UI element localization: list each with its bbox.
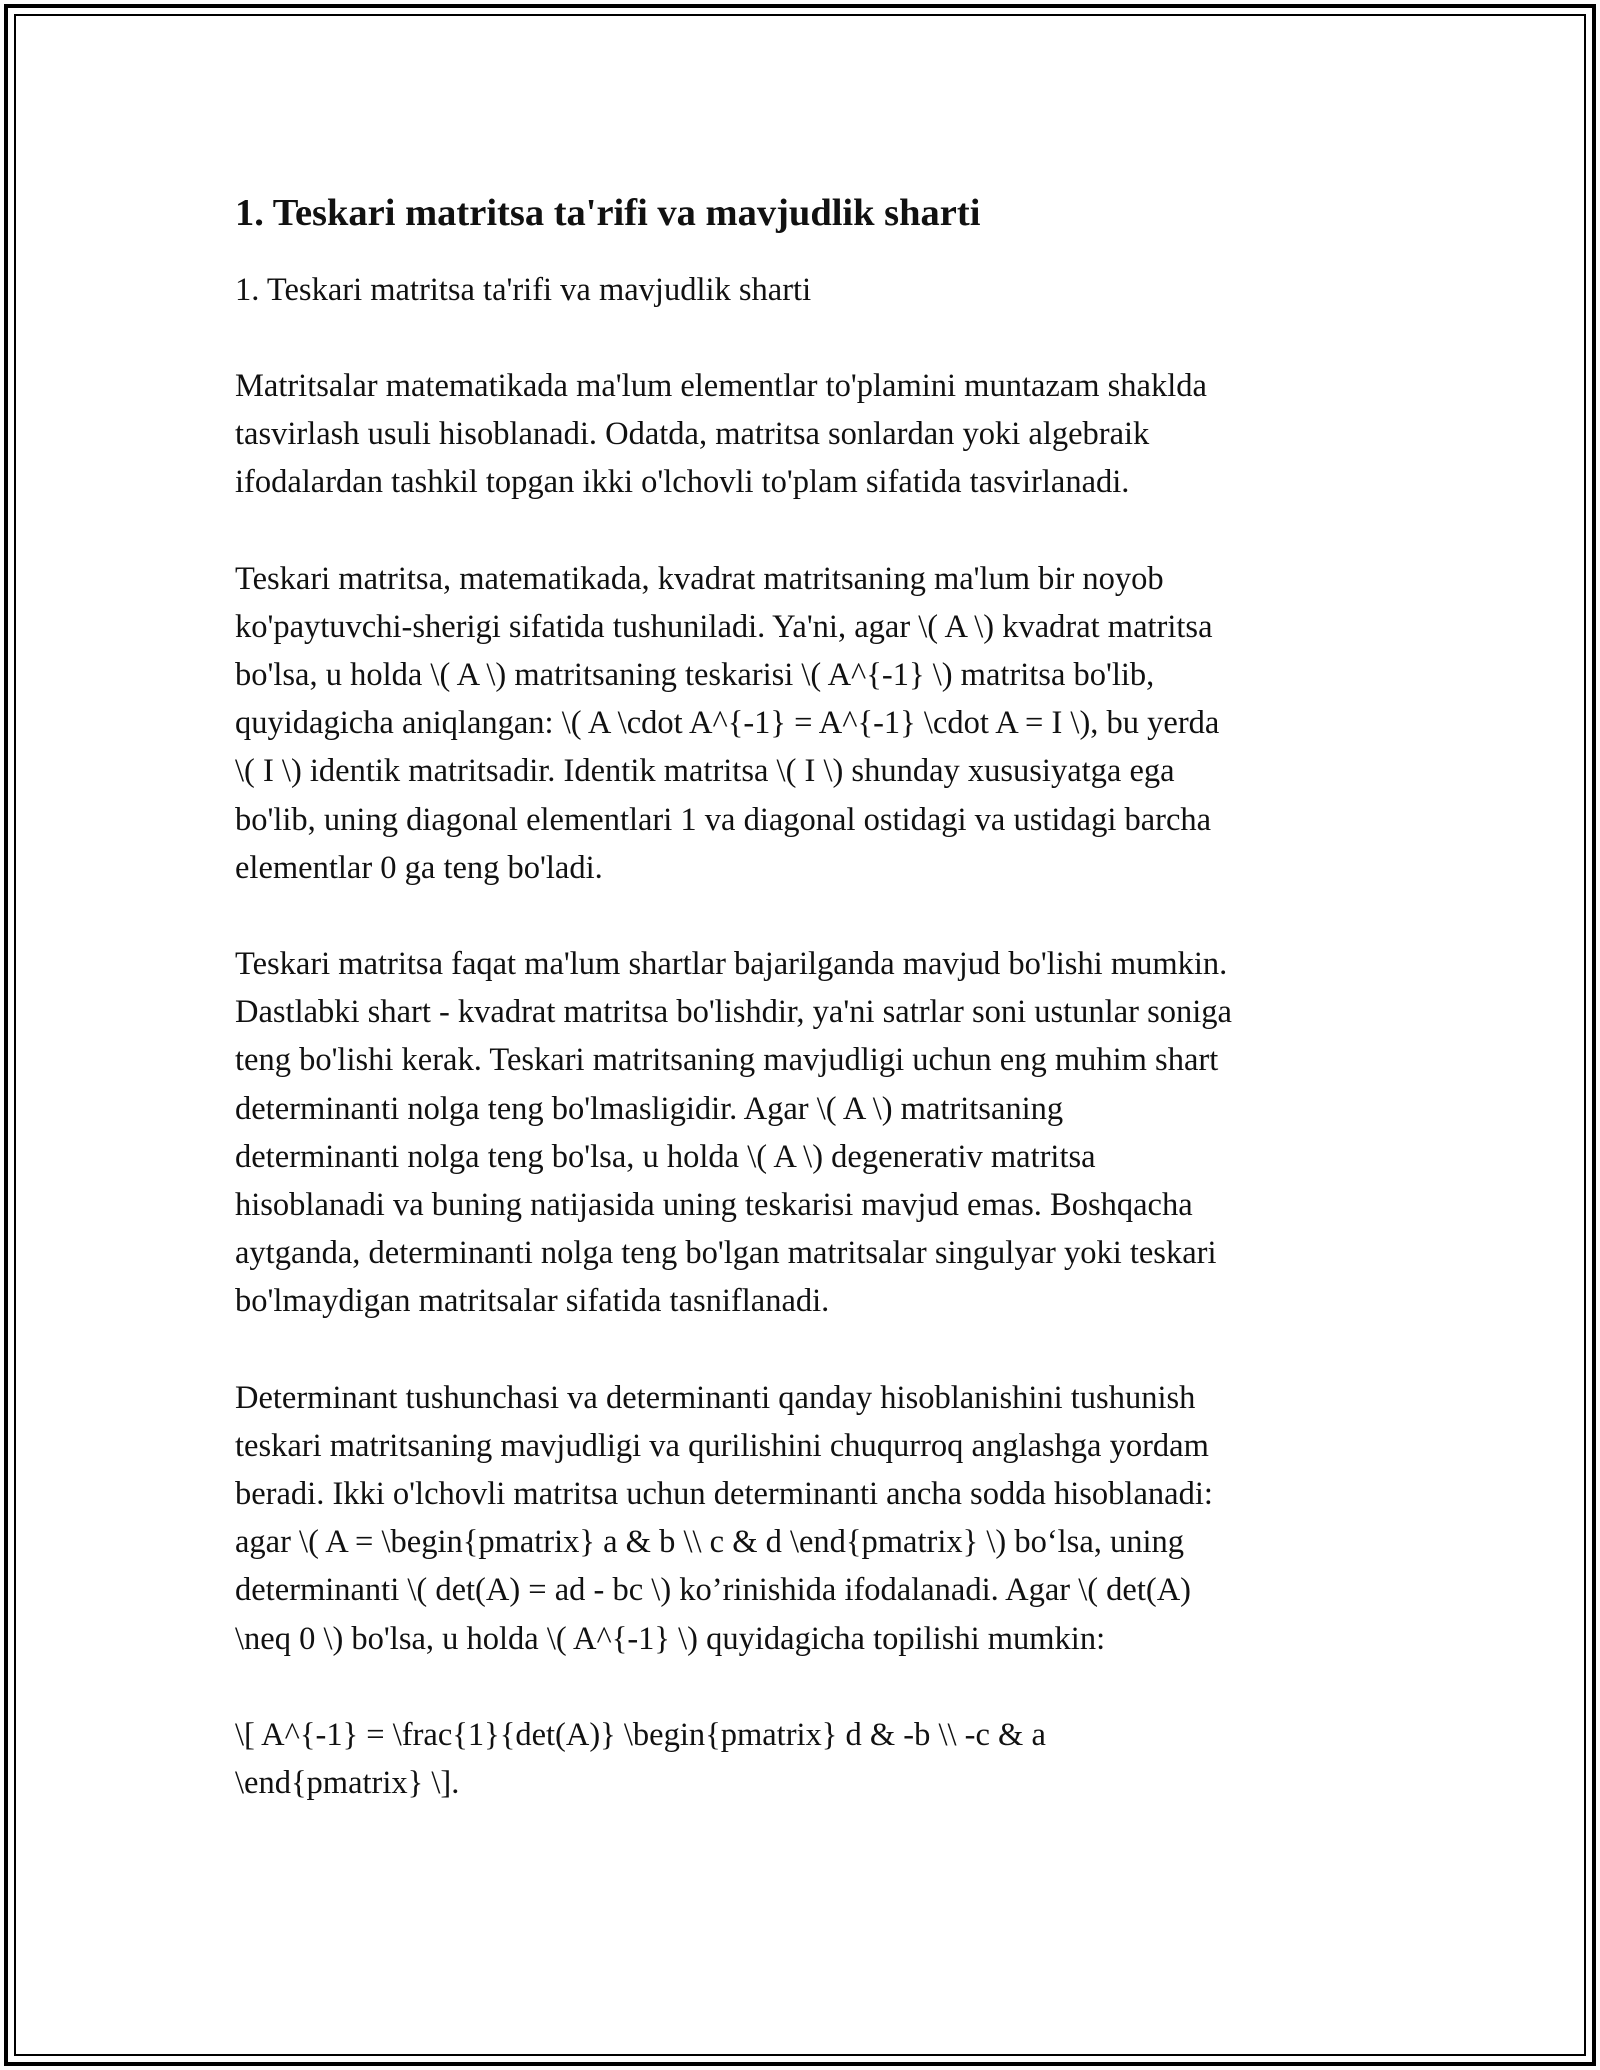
paragraph-line: Teskari matritsa faqat ma'lum shartlar bajarilganda mavjud bo'lishi mumkin. (235, 946, 1228, 983)
paragraph-line: \( I \) identik matritsadir. Identik matritsa \( I \) shunday xususiyatga ega (235, 753, 1175, 790)
paragraph-line: bo'lib, uning diagonal elementlari 1 va diagonal ostidagi va ustidagi barcha (235, 801, 1212, 838)
paragraph-line: aytganda, determinanti nolga teng bo'lgan matritsalar singulyar yoki teskari (235, 1235, 1217, 1272)
paragraph-line: teskari matritsaning mavjudligi va qurilishini chuqurroq anglashga yordam (235, 1427, 1209, 1464)
paragraph-line: ifodalardan tashkil topgan ikki o'lchovli to'plam sifatida tasvirlanadi. (235, 464, 1130, 501)
paragraph-line: ko'paytuvchi-sherigi sifatida tushuniladi. Ya'ni, agar \( A \) kvadrat matritsa (235, 608, 1213, 645)
paragraph-line: \end{pmatrix} \]. (235, 1765, 460, 1802)
document-title: 1. Teskari matritsa ta'rifi va mavjudlik sharti (235, 192, 981, 234)
paragraph-line: beradi. Ikki o'lchovli matritsa uchun determinanti ancha sodda hisoblanadi: (235, 1476, 1213, 1513)
paragraph-line: tasvirlash usuli hisoblanadi. Odatda, matritsa sonlardan yoki algebraik (235, 416, 1150, 453)
paragraph-line: bo'lsa, u holda \( A \) matritsaning teskarisi \( A^{-1} \) matritsa bo'lib, (235, 657, 1155, 694)
document-subtitle: 1. Teskari matritsa ta'rifi va mavjudlik sharti (235, 272, 812, 308)
paragraph-1 (235, 362, 1370, 507)
paragraph-line: determinanti nolga teng bo'lmasligidir. Agar \( A \) matritsaning (235, 1090, 1064, 1127)
document-body (235, 186, 1370, 1807)
paragraph-2 (235, 555, 1370, 892)
paragraph-line: determinanti \( det(A) = ad - bc \) ko’rinishida ifodalanadi. Agar \( det(A) (235, 1572, 1191, 1609)
paragraph-line: Determinant tushunchasi va determinanti qanday hisoblanishini tushunish (235, 1379, 1196, 1416)
paragraph-line: \[ A^{-1} = \frac{1}{det(A)} \begin{pmatrix} d & -b \\ -c & a (235, 1716, 1046, 1753)
paragraph-line: bo'lmaydigan matritsalar sifatida tasniflanadi. (235, 1283, 830, 1320)
paragraph-4 (235, 1374, 1370, 1663)
paragraph-line: Teskari matritsa, matematikada, kvadrat matritsaning ma'lum bir noyob (235, 560, 1164, 597)
paragraph-line: determinanti nolga teng bo'lsa, u holda \( A \) degenerativ matritsa (235, 1138, 1096, 1175)
paragraph-line: elementlar 0 ga teng bo'ladi. (235, 849, 603, 886)
paragraph-line: Dastlabki shart - kvadrat matritsa bo'lishdir, ya'ni satrlar soni ustunlar soniga (235, 994, 1232, 1031)
paragraph-5-formula (235, 1711, 1370, 1807)
paragraph-line: hisoblanadi va buning natijasida uning teskarisi mavjud emas. Boshqacha (235, 1187, 1193, 1224)
paragraph-3 (235, 940, 1370, 1326)
paragraph-line: Matritsalar matematikada ma'lum elementlar to'plamini muntazam shaklda (235, 368, 1207, 404)
paragraph-line: teng bo'lishi kerak. Teskari matritsaning mavjudligi uchun eng muhim shart (235, 1042, 1219, 1079)
paragraph-line: quyidagicha aniqlangan: \( A \cdot A^{-1} = A^{-1} \cdot A = I \), bu yerda (235, 705, 1220, 742)
paragraph-line: \neq 0 \) bo'lsa, u holda \( A^{-1} \) quyidagicha topilishi mumkin: (235, 1620, 1106, 1657)
paragraph-line: agar \( A = \begin{pmatrix} a & b \\ c & d \end{pmatrix} \) bo‘lsa, uning (235, 1524, 1185, 1561)
